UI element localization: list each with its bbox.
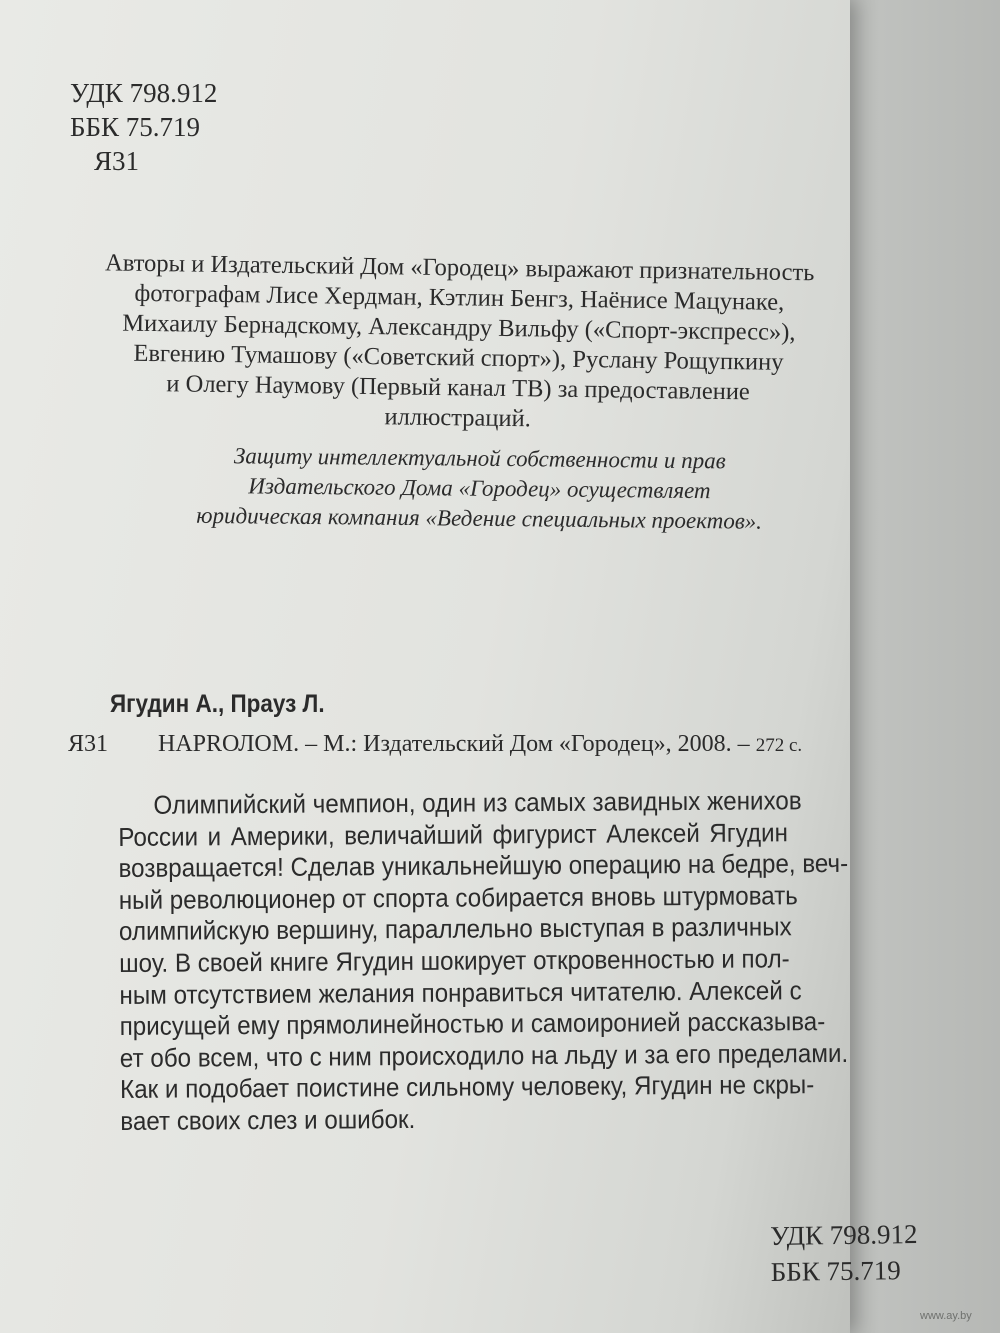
annotation-paragraph bbox=[118, 785, 849, 1137]
annotation-line: шоу. В своей книге Ягудин шокирует откровенностью и пол- bbox=[119, 943, 790, 978]
catalog-authors: Ягудин А., Прауз Л. bbox=[110, 690, 325, 718]
udk-code: УДК 798.912 bbox=[770, 1218, 918, 1251]
annotation-line: ный революционер от спорта собирается вновь штурмовать bbox=[118, 880, 798, 915]
acknowledgement-paragraph bbox=[77, 248, 839, 439]
annotation-line: вает своих слез и ошибок. bbox=[120, 1103, 416, 1136]
legal-notice bbox=[119, 440, 840, 538]
catalog-pages: 272 с. bbox=[755, 735, 803, 756]
annotation-line: России и Америки, величайший фигурист Алексей Ягудин bbox=[118, 816, 789, 852]
acknowledgement-line: Евгению Тумашову («Советский спорт»), Руслану Рощупкину bbox=[133, 339, 784, 376]
catalog-code: Я31 bbox=[68, 731, 109, 757]
acknowledgement-line: и Олегу Наумову (Первый канал ТВ) за предоставление bbox=[166, 370, 750, 406]
udk-code: УДК 798.912 bbox=[70, 78, 218, 108]
annotation-line: возвращается! Сделав уникальнейшую операцию на бедре, веч- bbox=[118, 848, 849, 884]
top-classification-codes bbox=[70, 76, 217, 178]
watermark: www.ay.by bbox=[920, 1310, 972, 1322]
acknowledgement-line: Авторы и Издательский Дом «Городец» выражают признательность bbox=[104, 249, 815, 287]
catalog-entry bbox=[68, 728, 802, 762]
acknowledgement-line: фотографам Лисе Хердман, Кэтлин Бенгз, Наёнисе Мацунаке, bbox=[134, 279, 785, 316]
bbk-code: ББК 75.719 bbox=[770, 1255, 901, 1287]
acknowledgement-line: иллюстраций. bbox=[384, 403, 532, 433]
annotation-line: олимпийскую вершину, параллельно выступая в различных bbox=[118, 911, 792, 947]
legal-line: юридическая компания «Ведение специальных проектов». bbox=[196, 502, 763, 534]
annotation-line: ным отсутствием желания понравиться читателю. Алексей с bbox=[119, 974, 802, 1010]
legal-line: Защиту интеллектуальной собственности и прав bbox=[233, 443, 726, 474]
acknowledgement-line: Михаилу Бернадскому, Александру Вильфу («Спорт-экспресс»), bbox=[122, 309, 796, 346]
annotation-line: присущей ему прямолинейностью и самоиронией рассказыва- bbox=[119, 1006, 826, 1042]
annotation-line: ет обо всем, что с ним происходило на льду и за его пределами. bbox=[119, 1037, 849, 1073]
catalog-title: НАРRОЛОМ. – М.: Издательский Дом «Городец», 2008. – bbox=[158, 731, 750, 757]
author-mark: Я31 bbox=[94, 146, 140, 176]
bottom-classification-codes bbox=[770, 1216, 918, 1290]
annotation-line: Олимпийский чемпион, один из самых завидных женихов bbox=[153, 785, 802, 820]
annotation-line: Как и подобает поистине сильному человеку, Ягудин не скры- bbox=[119, 1069, 815, 1105]
bbk-code: ББК 75.719 bbox=[70, 112, 201, 142]
legal-line: Издательского Дома «Городец» осуществляет bbox=[248, 473, 711, 504]
